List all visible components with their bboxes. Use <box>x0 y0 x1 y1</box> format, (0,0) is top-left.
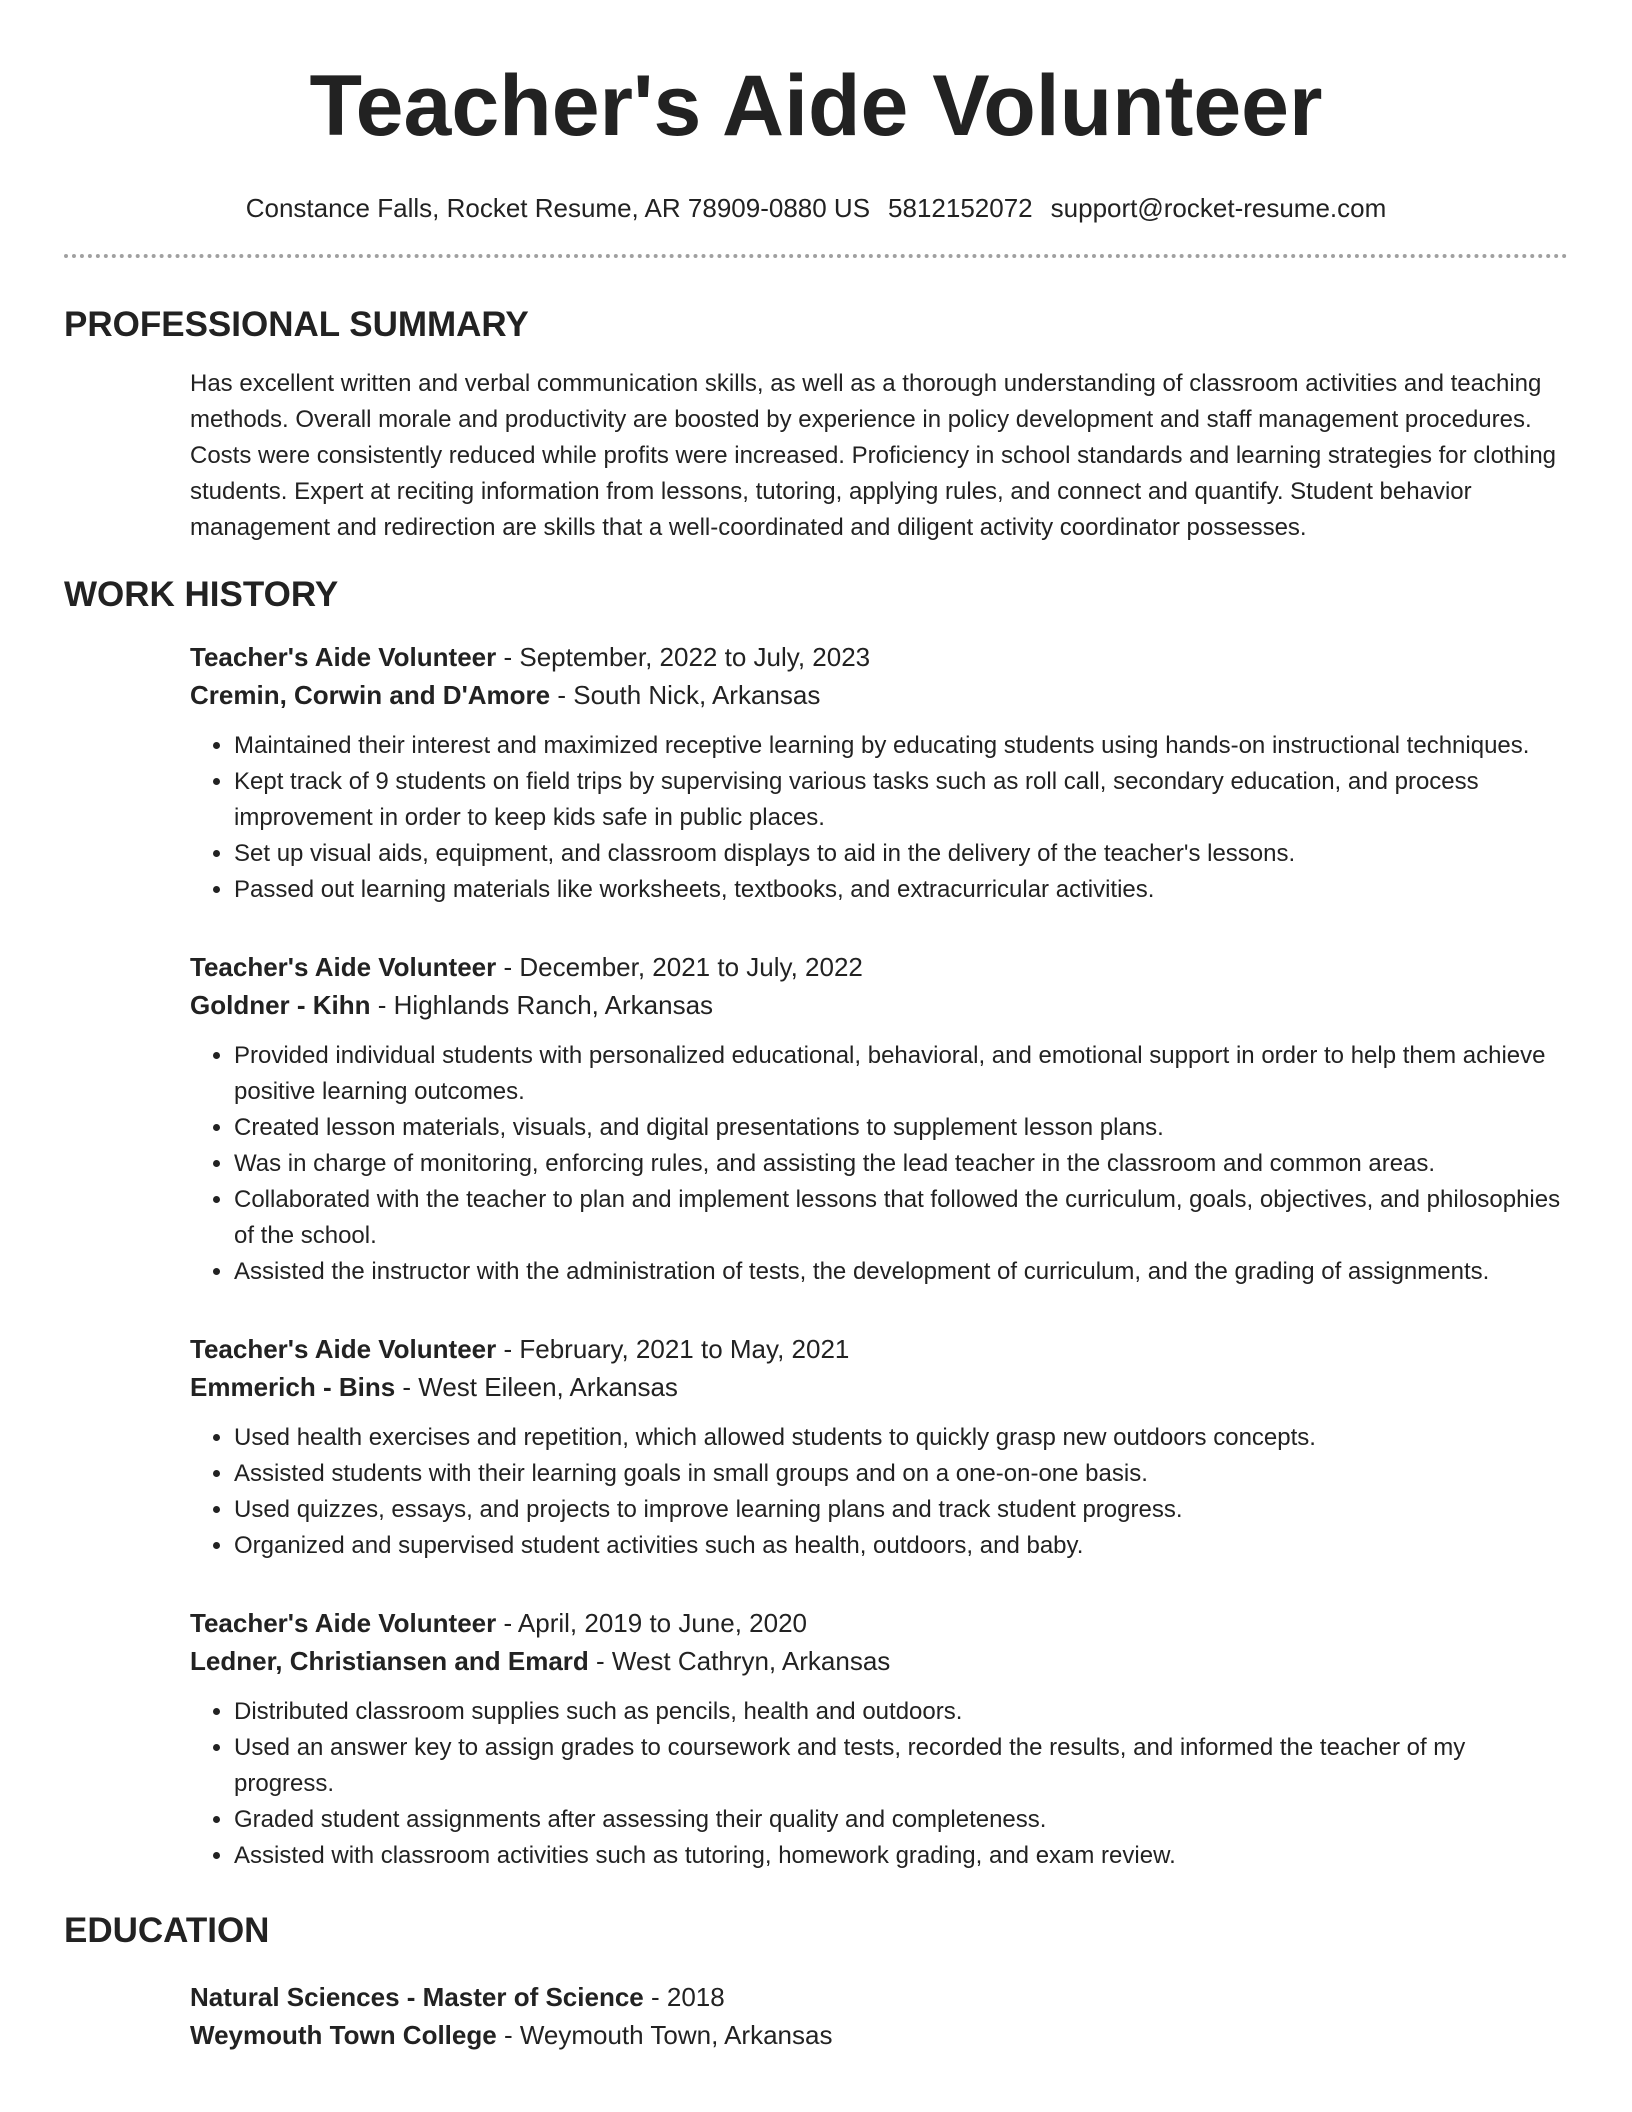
job-bullet: • Assisted students with their learning goals in small groups and on a one-on-one basis. <box>234 1456 1568 1492</box>
resume-title: Teacher's Aide Volunteer <box>309 58 1323 154</box>
contact-address: Constance Falls, Rocket Resume, AR 78909-0880 US <box>245 193 871 223</box>
job-bullet: • Created lesson materials, visuals, and digital presentations to supplement lesson plans. <box>234 1110 1568 1146</box>
summary-text: Has excellent written and verbal communication skills, as well as a thorough understanding of classroom activities and teaching methods. Overall morale and productivity are boosted by experience in policy development and staff management procedures. Costs were consistently reduced while profits were increased. Proficiency in school standards and learning strategies for clothing students. Expert at reciting information from lessons, tutoring, applying rules, and connect and quantify. Student behavior management and redirection are skills that a well-coordinated and diligent activity coordinator possesses. <box>190 370 1557 541</box>
job-location: - West Eileen, Arkansas <box>395 1372 678 1402</box>
education-degree-line <box>190 1978 1568 2016</box>
job-company: Ledner, Christiansen and Emard <box>190 1646 589 1676</box>
job-bullet: • Assisted the instructor with the administration of tests, the development of curriculum, and the grading of assignments. <box>234 1254 1568 1290</box>
contact-email: support@rocket-resume.com <box>1050 193 1387 223</box>
contact-phone: 5812152072 <box>888 193 1033 223</box>
job-bullets <box>190 1694 1568 1874</box>
job-role-line <box>190 948 1568 986</box>
job-bullet: • Organized and supervised student activities such as health, outdoors, and baby. <box>234 1528 1568 1564</box>
job-bullet: • Assisted with classroom activities such as tutoring, homework grading, and exam review. <box>234 1838 1568 1874</box>
education-heading: EDUCATION <box>64 1911 270 1950</box>
header-divider <box>64 254 1568 258</box>
job-bullet: • Passed out learning materials like worksheets, textbooks, and extracurricular activities. <box>234 872 1568 908</box>
contact-line <box>64 192 1568 224</box>
job-role: Teacher's Aide Volunteer <box>190 1608 497 1638</box>
job-company-line <box>190 986 1568 1024</box>
job-bullet: • Graded student assignments after assessing their quality and completeness. <box>234 1802 1568 1838</box>
job-location: - Highlands Ranch, Arkansas <box>370 990 714 1020</box>
job-entry <box>190 948 1568 1290</box>
job-role: Teacher's Aide Volunteer <box>190 952 497 982</box>
job-dates: - February, 2021 to May, 2021 <box>496 1334 850 1364</box>
job-role: Teacher's Aide Volunteer <box>190 1334 497 1364</box>
job-bullets <box>190 728 1568 908</box>
job-company: Cremin, Corwin and D'Amore <box>190 680 551 710</box>
job-location: - West Cathryn, Arkansas <box>588 1646 891 1676</box>
job-company-line <box>190 676 1568 714</box>
job-role-line <box>190 1604 1568 1642</box>
education-year: - 2018 <box>643 1982 725 2012</box>
education-location: - Weymouth Town, Arkansas <box>496 2020 833 2050</box>
job-entry <box>190 638 1568 908</box>
job-bullet: • Used quizzes, essays, and projects to improve learning plans and track student progress. <box>234 1492 1568 1528</box>
job-company: Emmerich - Bins <box>190 1372 396 1402</box>
education-school-line <box>190 2016 1568 2054</box>
job-company-line <box>190 1642 1568 1680</box>
job-bullet: • Collaborated with the teacher to plan and implement lessons that followed the curriculum, goals, objectives, and philosophies of the school. <box>234 1182 1568 1254</box>
job-bullets <box>190 1420 1568 1564</box>
job-bullet: • Set up visual aids, equipment, and classroom displays to aid in the delivery of the teacher's lessons. <box>234 836 1568 872</box>
education-entry <box>190 1978 1568 2054</box>
job-dates: - April, 2019 to June, 2020 <box>496 1608 808 1638</box>
education-degree: Natural Sciences - Master of Science <box>190 1982 644 2012</box>
job-bullet: • Was in charge of monitoring, enforcing rules, and assisting the lead teacher in the classroom and common areas. <box>234 1146 1568 1182</box>
job-bullet: • Maintained their interest and maximized receptive learning by educating students using hands-on instructional techniques. <box>234 728 1568 764</box>
job-role-line <box>190 638 1568 676</box>
job-entry <box>190 1330 1568 1564</box>
summary-heading: PROFESSIONAL SUMMARY <box>64 305 529 344</box>
job-bullet: • Used health exercises and repetition, which allowed students to quickly grasp new outdoors concepts. <box>234 1420 1568 1456</box>
job-location: - South Nick, Arkansas <box>550 680 821 710</box>
job-company: Goldner - Kihn <box>190 990 371 1020</box>
education-school: Weymouth Town College <box>190 2020 497 2050</box>
job-bullet: • Distributed classroom supplies such as pencils, health and outdoors. <box>234 1694 1568 1730</box>
job-role: Teacher's Aide Volunteer <box>190 642 497 672</box>
job-bullet: • Provided individual students with personalized educational, behavioral, and emotional support in order to help them achieve positive learning outcomes. <box>234 1038 1568 1110</box>
job-bullet: • Kept track of 9 students on field trips by supervising various tasks such as roll call, secondary education, and process improvement in order to keep kids safe in public places. <box>234 764 1568 836</box>
job-entry <box>190 1604 1568 1874</box>
job-dates: - September, 2022 to July, 2023 <box>496 642 871 672</box>
job-bullets <box>190 1038 1568 1290</box>
work-history-heading: WORK HISTORY <box>64 575 339 614</box>
job-company-line <box>190 1368 1568 1406</box>
job-dates: - December, 2021 to July, 2022 <box>496 952 863 982</box>
job-role-line <box>190 1330 1568 1368</box>
job-bullet: • Used an answer key to assign grades to coursework and tests, recorded the results, and informed the teacher of my progress. <box>234 1730 1568 1802</box>
